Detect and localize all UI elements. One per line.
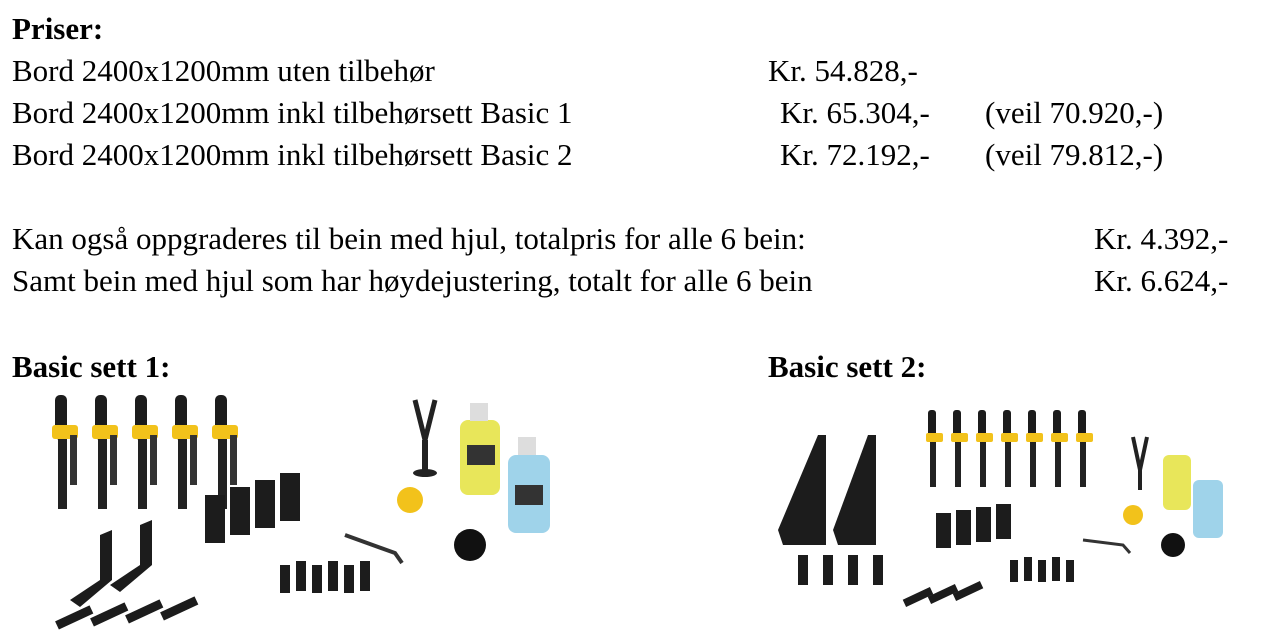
bolt-group-2 bbox=[1010, 557, 1074, 582]
price-row-1-price: Kr. 54.828,- bbox=[768, 53, 918, 88]
y-holder-2 bbox=[1133, 437, 1147, 490]
upgrade-row-2-label: Samt bein med hjul som har høydejustering, totalt for alle 6 bein bbox=[12, 263, 813, 298]
price-row-1-label: Bord 2400x1200mm uten tilbehør bbox=[12, 53, 435, 88]
bolt-group bbox=[280, 561, 370, 593]
spray-bottle-yellow bbox=[460, 403, 500, 495]
spray-bottle-yellow-2 bbox=[1163, 455, 1191, 510]
upgrade-row-1-label: Kan også oppgraderes til bein med hjul, totalpris for alle 6 bein: bbox=[12, 221, 806, 256]
angle-bracket-group bbox=[55, 520, 198, 630]
upgrade-row-2-price: Kr. 6.624,- bbox=[1094, 263, 1229, 298]
price-row-3-price: Kr. 72.192,- bbox=[780, 137, 930, 172]
price-heading: Priser: bbox=[12, 11, 104, 46]
hex-key-2 bbox=[1083, 540, 1130, 553]
basic-set-2-image bbox=[778, 395, 1228, 620]
price-row-2-note: (veil 70.920,-) bbox=[985, 95, 1164, 130]
basic-set-2-title: Basic sett 2: bbox=[768, 349, 927, 384]
spray-bottle-blue bbox=[508, 437, 550, 533]
stop-block-group-2 bbox=[936, 504, 1011, 548]
bracket-group-2 bbox=[798, 555, 983, 607]
positioning-pin bbox=[397, 487, 423, 513]
toggle-clamp-group bbox=[52, 395, 238, 509]
ball-knob-2 bbox=[1161, 533, 1185, 557]
upgrade-row-1-price: Kr. 4.392,- bbox=[1094, 221, 1229, 256]
support-angle-group bbox=[778, 435, 876, 545]
ball-knob bbox=[454, 529, 486, 561]
basic-set-1-image bbox=[30, 385, 590, 635]
price-row-2-price: Kr. 65.304,- bbox=[780, 95, 930, 130]
spray-bottle-blue-2 bbox=[1193, 480, 1223, 538]
price-row-3-note: (veil 79.812,-) bbox=[985, 137, 1164, 172]
price-row-2-label: Bord 2400x1200mm inkl tilbehørsett Basic 1 bbox=[12, 95, 573, 130]
toggle-clamp-group-2 bbox=[926, 410, 1093, 487]
positioning-pin-2 bbox=[1123, 505, 1143, 525]
basic-set-1-title: Basic sett 1: bbox=[12, 349, 171, 384]
hex-key bbox=[345, 535, 402, 563]
y-holder bbox=[413, 400, 437, 477]
price-row-3-label: Bord 2400x1200mm inkl tilbehørsett Basic 2 bbox=[12, 137, 573, 172]
